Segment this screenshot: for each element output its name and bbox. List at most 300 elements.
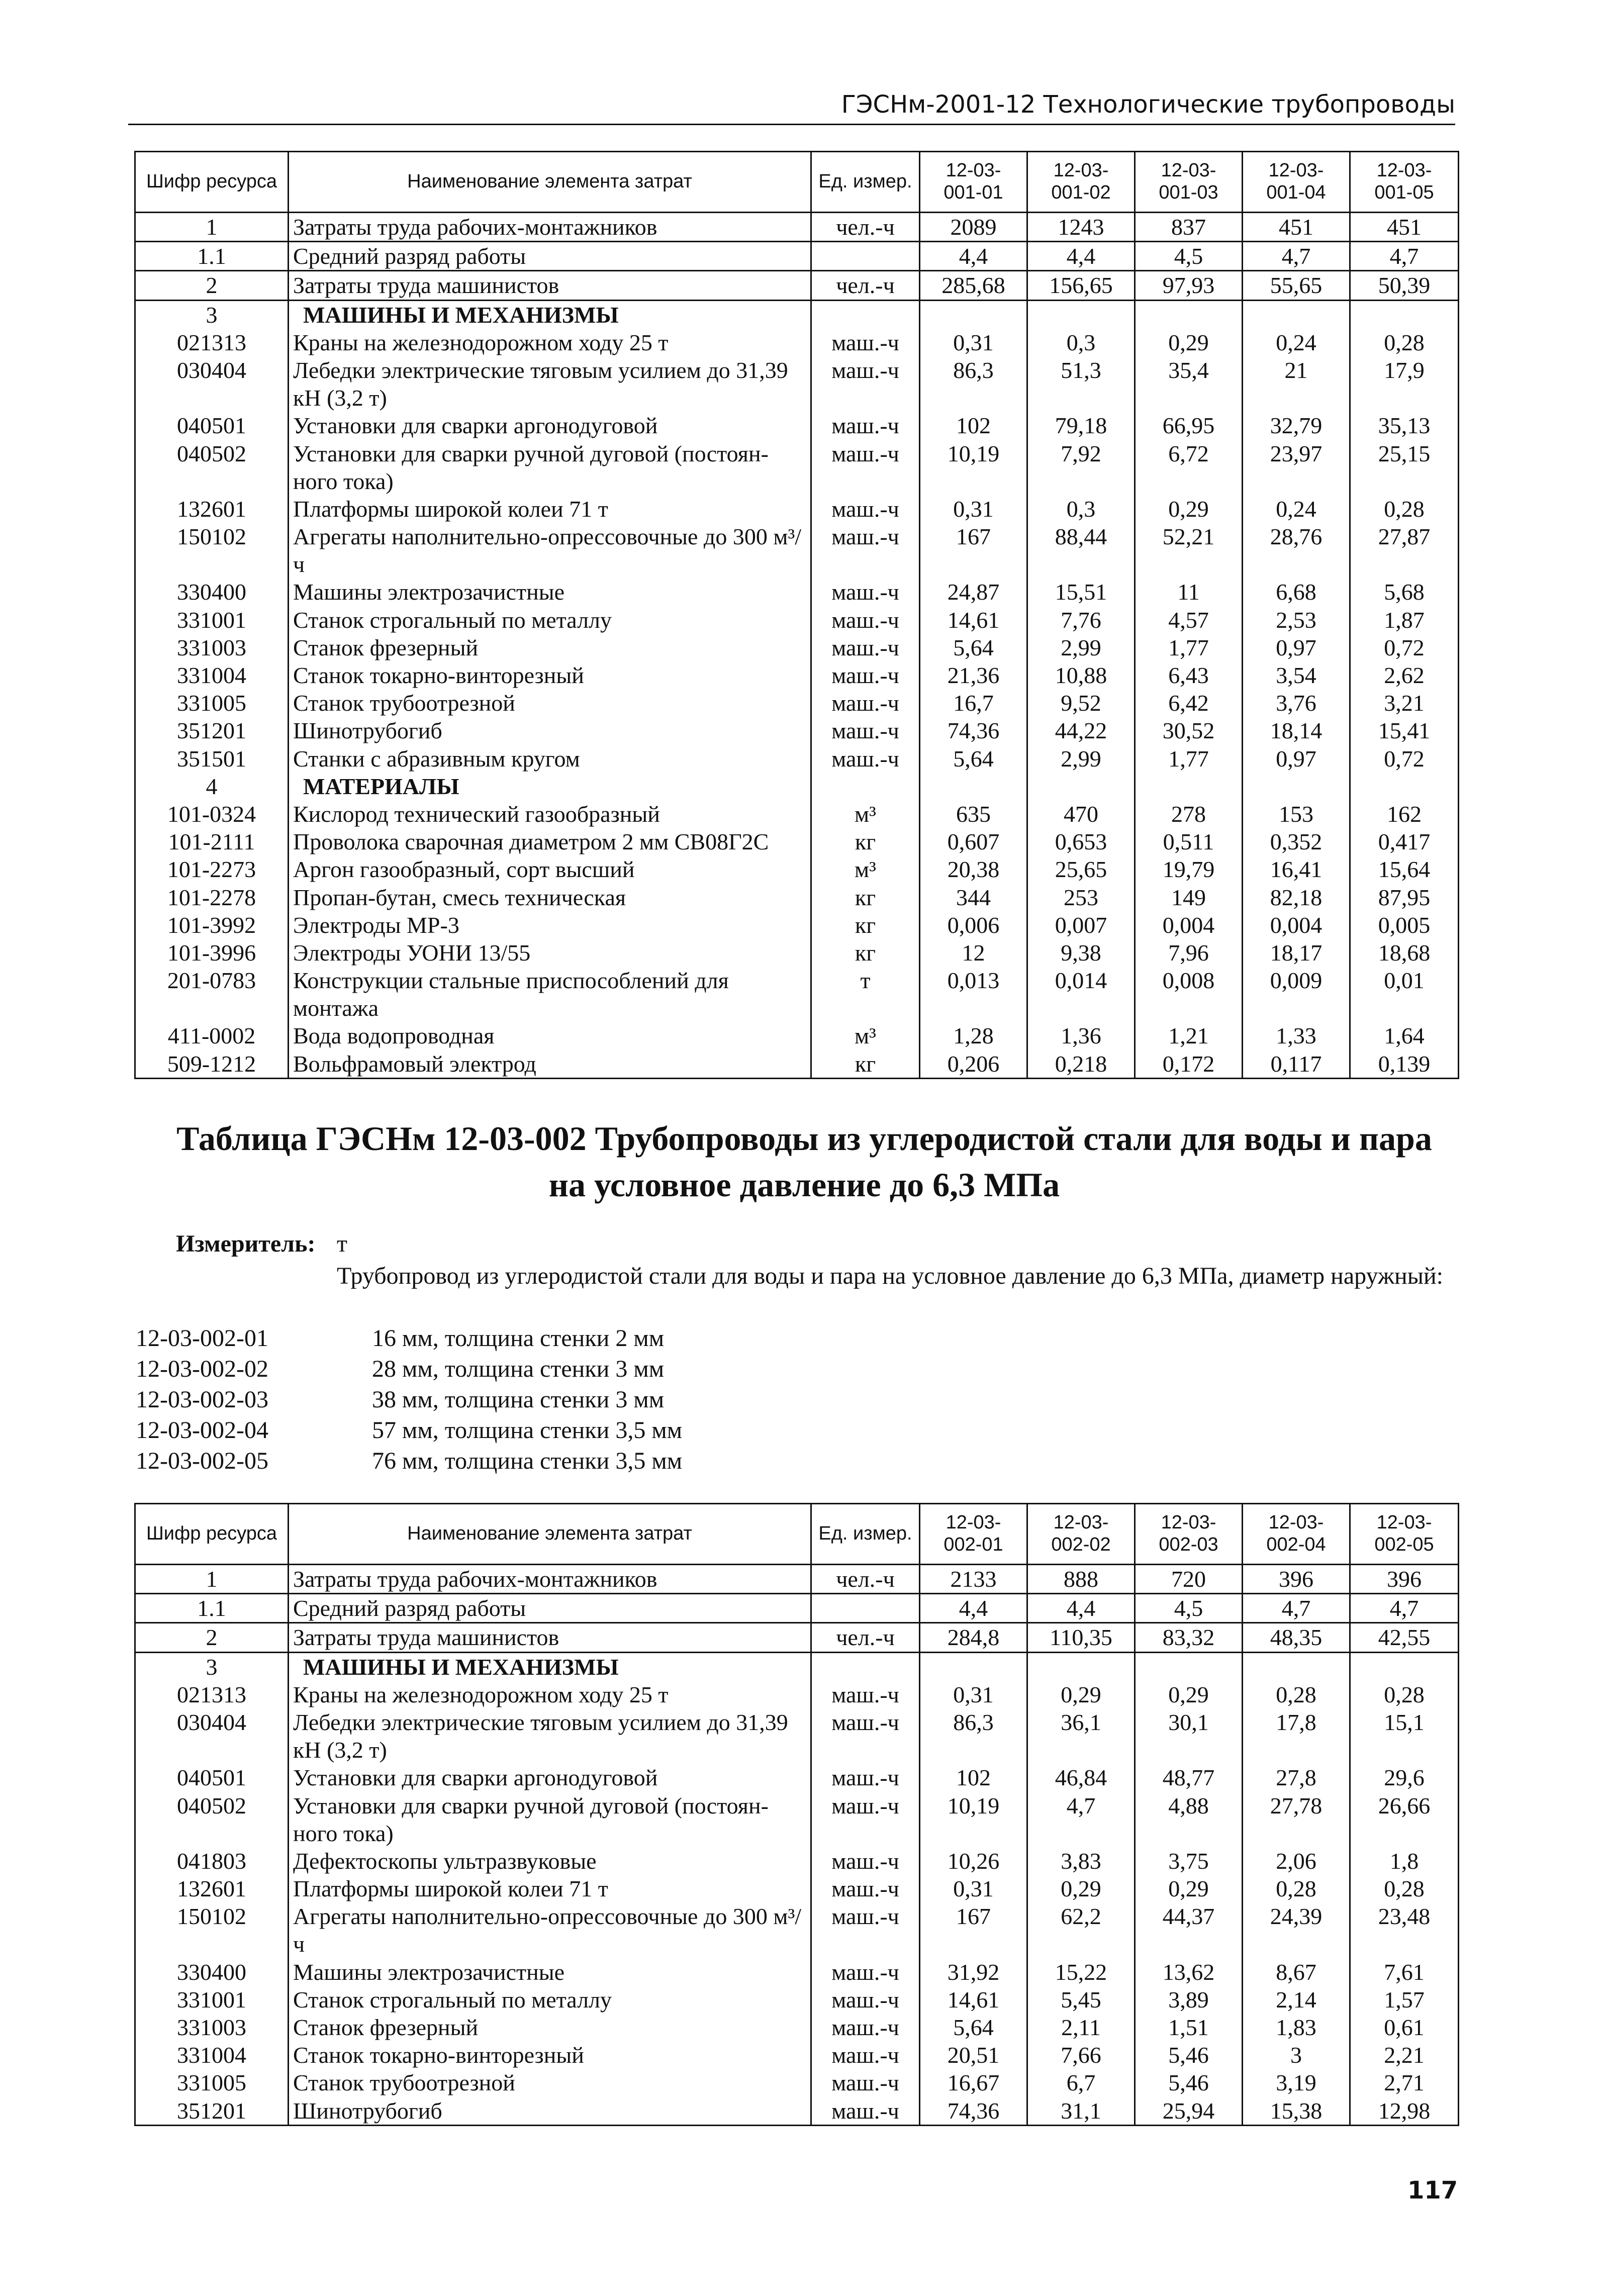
resource-unit: маш.-ч bbox=[811, 1875, 920, 1902]
resource-name: Установки для сварки аргонодуговой bbox=[289, 412, 811, 439]
resource-name: Установки для сварки аргонодуговой bbox=[289, 1764, 811, 1791]
norm-value: 7,66 bbox=[1027, 2041, 1135, 2069]
column-header: 12-03- 002-04 bbox=[1243, 1504, 1350, 1565]
table-row bbox=[135, 213, 1459, 242]
measure-item-text: 16 мм, толщина стенки 2 мм bbox=[372, 1325, 665, 1352]
norm-value: 42,55 bbox=[1350, 1623, 1459, 1652]
norm-value bbox=[1243, 773, 1350, 800]
table-row bbox=[135, 271, 1459, 300]
resource-code: 2 bbox=[135, 1623, 289, 1652]
norm-value: 13,62 bbox=[1135, 1958, 1243, 1986]
norm-value: 0,172 bbox=[1135, 1050, 1243, 1079]
norm-value: 1,57 bbox=[1350, 1986, 1459, 2014]
norm-value: 0,29 bbox=[1027, 1681, 1135, 1708]
norm-value: 4,88 bbox=[1135, 1792, 1243, 1847]
norm-value: 0,29 bbox=[1135, 329, 1243, 356]
norm-value: 3,76 bbox=[1243, 689, 1350, 717]
column-header: 12-03- 002-03 bbox=[1135, 1504, 1243, 1565]
norm-value: 3,83 bbox=[1027, 1847, 1135, 1875]
norm-value bbox=[1243, 300, 1350, 329]
table-header-row bbox=[135, 152, 1459, 213]
column-header: Ед. измер. bbox=[811, 1504, 920, 1565]
resource-code: 2 bbox=[135, 271, 289, 300]
resource-code: 132601 bbox=[135, 1875, 289, 1902]
column-header: 12-03- 001-03 bbox=[1135, 152, 1243, 213]
norm-value: 470 bbox=[1027, 800, 1135, 828]
norm-value: 4,7 bbox=[1350, 1594, 1459, 1623]
norm-value: 0,31 bbox=[920, 329, 1027, 356]
norm-value: 14,61 bbox=[920, 606, 1027, 634]
norm-value: 2,99 bbox=[1027, 745, 1135, 773]
resource-name: Затраты труда рабочих-монтажников bbox=[289, 1565, 811, 1594]
norm-value: 79,18 bbox=[1027, 412, 1135, 439]
norm-value: 19,79 bbox=[1135, 855, 1243, 883]
norm-value: 0,72 bbox=[1350, 745, 1459, 773]
norm-value: 278 bbox=[1135, 800, 1243, 828]
norm-value: 16,7 bbox=[920, 689, 1027, 717]
norm-value: 10,88 bbox=[1027, 661, 1135, 689]
norm-value: 0,511 bbox=[1135, 828, 1243, 855]
resource-name: Станок фрезерный bbox=[289, 2014, 811, 2041]
norm-value: 16,41 bbox=[1243, 855, 1350, 883]
resource-unit: маш.-ч bbox=[811, 717, 920, 744]
resource-code: 041803 bbox=[135, 1847, 289, 1875]
norm-value: 167 bbox=[920, 1902, 1027, 1958]
resource-code: 101-2111 bbox=[135, 828, 289, 855]
norm-value: 35,4 bbox=[1135, 356, 1243, 412]
table-row bbox=[135, 1875, 1459, 1902]
norm-value: 2,14 bbox=[1243, 1986, 1350, 2014]
table-row bbox=[135, 2069, 1459, 2096]
resource-unit: маш.-ч bbox=[811, 2069, 920, 2096]
table-row bbox=[135, 1565, 1459, 1594]
resource-name: Станок токарно-винторезный bbox=[289, 661, 811, 689]
norm-value: 2133 bbox=[920, 1565, 1027, 1594]
resource-unit: м³ bbox=[811, 800, 920, 828]
norm-value: 2,11 bbox=[1027, 2014, 1135, 2041]
resource-name: Вода водопроводная bbox=[289, 1022, 811, 1049]
norm-value: 888 bbox=[1027, 1565, 1135, 1594]
norm-value: 15,64 bbox=[1350, 855, 1459, 883]
resource-name: Электроды МР-3 bbox=[289, 911, 811, 939]
resource-unit: маш.-ч bbox=[811, 1958, 920, 1986]
norm-value: 110,35 bbox=[1027, 1623, 1135, 1652]
resource-code: 101-3992 bbox=[135, 911, 289, 939]
table-row bbox=[135, 773, 1459, 800]
norm-value bbox=[920, 1652, 1027, 1681]
norm-value: 27,78 bbox=[1243, 1792, 1350, 1847]
table-row bbox=[135, 578, 1459, 606]
norm-value: 27,87 bbox=[1350, 523, 1459, 578]
resource-unit: маш.-ч bbox=[811, 578, 920, 606]
norm-value: 0,31 bbox=[920, 1681, 1027, 1708]
resource-unit: маш.-ч bbox=[811, 2041, 920, 2069]
resource-code: 509-1212 bbox=[135, 1050, 289, 1079]
norm-value: 0,29 bbox=[1135, 1875, 1243, 1902]
norm-value: 83,32 bbox=[1135, 1623, 1243, 1652]
norm-value: 0,31 bbox=[920, 495, 1027, 523]
resource-code: 1 bbox=[135, 213, 289, 242]
norm-value: 29,6 bbox=[1350, 1764, 1459, 1791]
norm-value: 87,95 bbox=[1350, 884, 1459, 911]
norm-value: 635 bbox=[920, 800, 1027, 828]
table-header-row bbox=[135, 1504, 1459, 1565]
table-row bbox=[135, 884, 1459, 911]
resource-code: 021313 bbox=[135, 1681, 289, 1708]
resource-unit: маш.-ч bbox=[811, 634, 920, 661]
norm-value bbox=[1350, 1652, 1459, 1681]
norm-value: 0,28 bbox=[1350, 1681, 1459, 1708]
norm-value: 7,76 bbox=[1027, 606, 1135, 634]
norm-value: 15,51 bbox=[1027, 578, 1135, 606]
norm-value: 50,39 bbox=[1350, 271, 1459, 300]
norm-value: 20,38 bbox=[920, 855, 1027, 883]
measure-item-text: 57 мм, толщина стенки 3,5 мм bbox=[372, 1417, 683, 1444]
resource-unit: маш.-ч bbox=[811, 2097, 920, 2126]
measure-item-code: 12-03-002-05 bbox=[136, 1448, 268, 1474]
resource-code: 331003 bbox=[135, 634, 289, 661]
norm-value: 9,38 bbox=[1027, 939, 1135, 967]
resource-code: 030404 bbox=[135, 1708, 289, 1764]
norm-value: 11 bbox=[1135, 578, 1243, 606]
norm-value: 2,06 bbox=[1243, 1847, 1350, 1875]
norm-value: 0,61 bbox=[1350, 2014, 1459, 2041]
table-row bbox=[135, 242, 1459, 271]
norm-value: 285,68 bbox=[920, 271, 1027, 300]
norm-value: 17,9 bbox=[1350, 356, 1459, 412]
norm-value: 451 bbox=[1243, 213, 1350, 242]
norm-value: 5,64 bbox=[920, 634, 1027, 661]
norm-value: 396 bbox=[1350, 1565, 1459, 1594]
resource-name: МАШИНЫ И МЕХАНИЗМЫ bbox=[289, 1652, 811, 1681]
resource-unit: маш.-ч bbox=[811, 329, 920, 356]
resource-name: Затраты труда машинистов bbox=[289, 271, 811, 300]
norm-value: 12,98 bbox=[1350, 2097, 1459, 2126]
resource-unit: чел.-ч bbox=[811, 213, 920, 242]
resource-code: 351201 bbox=[135, 2097, 289, 2126]
norm-value: 3,54 bbox=[1243, 661, 1350, 689]
norm-value: 18,17 bbox=[1243, 939, 1350, 967]
resource-unit: м³ bbox=[811, 1022, 920, 1049]
resource-name: МАТЕРИАЛЫ bbox=[289, 773, 811, 800]
norm-value: 0,28 bbox=[1243, 1681, 1350, 1708]
norm-value: 0,97 bbox=[1243, 634, 1350, 661]
norm-value: 4,5 bbox=[1135, 1594, 1243, 1623]
norm-value: 2,71 bbox=[1350, 2069, 1459, 2096]
norm-value: 27,8 bbox=[1243, 1764, 1350, 1791]
norm-value: 88,44 bbox=[1027, 523, 1135, 578]
resource-name: Кислород технический газообразный bbox=[289, 800, 811, 828]
norm-value: 1243 bbox=[1027, 213, 1135, 242]
norm-value: 0,3 bbox=[1027, 329, 1135, 356]
norm-value: 48,77 bbox=[1135, 1764, 1243, 1791]
norm-value: 3,75 bbox=[1135, 1847, 1243, 1875]
norm-value: 74,36 bbox=[920, 717, 1027, 744]
norm-value: 102 bbox=[920, 1764, 1027, 1791]
resource-name: Затраты труда рабочих-монтажников bbox=[289, 213, 811, 242]
resource-name: Затраты труда машинистов bbox=[289, 1623, 811, 1652]
norm-value: 0,29 bbox=[1135, 1681, 1243, 1708]
measure-unit: т bbox=[337, 1230, 347, 1257]
table-row bbox=[135, 717, 1459, 744]
table-row bbox=[135, 1847, 1459, 1875]
norm-value: 15,41 bbox=[1350, 717, 1459, 744]
table-row bbox=[135, 939, 1459, 967]
norm-value: 4,57 bbox=[1135, 606, 1243, 634]
table-row bbox=[135, 1902, 1459, 1958]
norm-value: 2089 bbox=[920, 213, 1027, 242]
table-row bbox=[135, 1594, 1459, 1623]
resource-code: 030404 bbox=[135, 356, 289, 412]
norm-value: 0,013 bbox=[920, 967, 1027, 1022]
norm-value: 74,36 bbox=[920, 2097, 1027, 2126]
norm-value: 35,13 bbox=[1350, 412, 1459, 439]
norm-value: 0,28 bbox=[1243, 1875, 1350, 1902]
norm-value bbox=[1135, 1652, 1243, 1681]
table-row bbox=[135, 523, 1459, 578]
norm-value: 7,96 bbox=[1135, 939, 1243, 967]
resource-name: Машины электрозачистные bbox=[289, 1958, 811, 1986]
norm-value: 86,3 bbox=[920, 356, 1027, 412]
norm-value: 14,61 bbox=[920, 1986, 1027, 2014]
resource-unit: маш.-ч bbox=[811, 689, 920, 717]
norm-value: 0,014 bbox=[1027, 967, 1135, 1022]
resource-name: Станок строгальный по металлу bbox=[289, 1986, 811, 2014]
norm-value: 4,7 bbox=[1350, 242, 1459, 271]
resource-code: 331005 bbox=[135, 689, 289, 717]
resource-name: Дефектоскопы ультразвуковые bbox=[289, 1847, 811, 1875]
norm-value: 0,29 bbox=[1135, 495, 1243, 523]
norm-value: 6,7 bbox=[1027, 2069, 1135, 2096]
resource-unit bbox=[811, 1652, 920, 1681]
norm-value: 0,653 bbox=[1027, 828, 1135, 855]
norm-value: 2,99 bbox=[1027, 634, 1135, 661]
norm-value: 837 bbox=[1135, 213, 1243, 242]
resource-unit: маш.-ч bbox=[811, 1708, 920, 1764]
column-header: 12-03- 001-05 bbox=[1350, 152, 1459, 213]
resource-name: Агрегаты наполнительно-опрессовочные до 300 м³/ч bbox=[289, 523, 811, 578]
norm-value: 23,48 bbox=[1350, 1902, 1459, 1958]
norm-value: 7,92 bbox=[1027, 440, 1135, 495]
column-header: 12-03- 001-01 bbox=[920, 152, 1027, 213]
table-row bbox=[135, 828, 1459, 855]
table-row bbox=[135, 1623, 1459, 1652]
norm-value: 17,8 bbox=[1243, 1708, 1350, 1764]
norm-value: 4,4 bbox=[1027, 242, 1135, 271]
resource-code: 040501 bbox=[135, 1764, 289, 1791]
resource-code: 201-0783 bbox=[135, 967, 289, 1022]
resource-code: 331001 bbox=[135, 1986, 289, 2014]
norm-value: 1,28 bbox=[920, 1022, 1027, 1049]
norm-value: 28,76 bbox=[1243, 523, 1350, 578]
norm-value: 9,52 bbox=[1027, 689, 1135, 717]
norm-value: 0,29 bbox=[1027, 1875, 1135, 1902]
norm-value: 6,68 bbox=[1243, 578, 1350, 606]
norm-value: 62,2 bbox=[1027, 1902, 1135, 1958]
measure-label: Измеритель: bbox=[176, 1230, 316, 1257]
norm-value: 0,31 bbox=[920, 1875, 1027, 1902]
norm-value: 0,607 bbox=[920, 828, 1027, 855]
resource-name: Шинотрубогиб bbox=[289, 2097, 811, 2126]
resource-table-12-03-001 bbox=[134, 151, 1459, 1079]
norm-value bbox=[1135, 300, 1243, 329]
resource-unit: чел.-ч bbox=[811, 1623, 920, 1652]
norm-value: 0,009 bbox=[1243, 967, 1350, 1022]
norm-value: 46,84 bbox=[1027, 1764, 1135, 1791]
resource-code: 040501 bbox=[135, 412, 289, 439]
resource-code: 331005 bbox=[135, 2069, 289, 2096]
resource-unit: кг bbox=[811, 828, 920, 855]
resource-unit: маш.-ч bbox=[811, 440, 920, 495]
table-row bbox=[135, 2014, 1459, 2041]
norm-value bbox=[920, 300, 1027, 329]
norm-value: 30,52 bbox=[1135, 717, 1243, 744]
norm-value: 10,19 bbox=[920, 1792, 1027, 1847]
resource-unit: маш.-ч bbox=[811, 1764, 920, 1791]
norm-value: 4,7 bbox=[1027, 1792, 1135, 1847]
resource-code: 3 bbox=[135, 300, 289, 329]
norm-value: 1,21 bbox=[1135, 1022, 1243, 1049]
norm-value: 284,8 bbox=[920, 1623, 1027, 1652]
norm-value: 4,4 bbox=[1027, 1594, 1135, 1623]
table-row bbox=[135, 911, 1459, 939]
resource-unit: маш.-ч bbox=[811, 356, 920, 412]
norm-value bbox=[1350, 300, 1459, 329]
resource-name: Лебедки электрические тяговым усилием до 31,39 кН (3,2 т) bbox=[289, 1708, 811, 1764]
norm-value: 1,77 bbox=[1135, 745, 1243, 773]
resource-code: 330400 bbox=[135, 578, 289, 606]
resource-name: МАШИНЫ И МЕХАНИЗМЫ bbox=[289, 300, 811, 329]
resource-code: 101-2273 bbox=[135, 855, 289, 883]
norm-value: 149 bbox=[1135, 884, 1243, 911]
norm-value: 82,18 bbox=[1243, 884, 1350, 911]
resource-code: 150102 bbox=[135, 523, 289, 578]
table-row bbox=[135, 800, 1459, 828]
norm-value bbox=[1027, 1652, 1135, 1681]
resource-unit bbox=[811, 1594, 920, 1623]
norm-value: 8,67 bbox=[1243, 1958, 1350, 1986]
table-row bbox=[135, 2097, 1459, 2126]
norm-value: 0,28 bbox=[1350, 1875, 1459, 1902]
measure-item-code: 12-03-002-01 bbox=[136, 1325, 268, 1352]
resource-name: Машины электрозачистные bbox=[289, 578, 811, 606]
resource-code: 331001 bbox=[135, 606, 289, 634]
norm-value: 12 bbox=[920, 939, 1027, 967]
norm-value: 55,65 bbox=[1243, 271, 1350, 300]
norm-value: 5,46 bbox=[1135, 2069, 1243, 2096]
resource-name: Средний разряд работы bbox=[289, 242, 811, 271]
norm-value: 97,93 bbox=[1135, 271, 1243, 300]
norm-value: 451 bbox=[1350, 213, 1459, 242]
norm-value: 5,45 bbox=[1027, 1986, 1135, 2014]
norm-value: 44,37 bbox=[1135, 1902, 1243, 1958]
resource-unit: маш.-ч bbox=[811, 745, 920, 773]
resource-name: Краны на железнодорожном ходу 25 т bbox=[289, 329, 811, 356]
table-row bbox=[135, 300, 1459, 329]
resource-code: 351201 bbox=[135, 717, 289, 744]
norm-value: 25,94 bbox=[1135, 2097, 1243, 2126]
norm-value: 51,3 bbox=[1027, 356, 1135, 412]
table-row bbox=[135, 1958, 1459, 1986]
table-row bbox=[135, 1764, 1459, 1791]
resource-code: 351501 bbox=[135, 745, 289, 773]
norm-value: 3,89 bbox=[1135, 1986, 1243, 2014]
resource-name: Шинотрубогиб bbox=[289, 717, 811, 744]
norm-value: 4,5 bbox=[1135, 242, 1243, 271]
table-row bbox=[135, 606, 1459, 634]
resource-code: 150102 bbox=[135, 1902, 289, 1958]
resource-unit: чел.-ч bbox=[811, 271, 920, 300]
norm-value: 0,004 bbox=[1243, 911, 1350, 939]
norm-value: 18,14 bbox=[1243, 717, 1350, 744]
column-header: Наименование элемента затрат bbox=[289, 1504, 811, 1565]
resource-unit: маш.-ч bbox=[811, 1681, 920, 1708]
table-row bbox=[135, 661, 1459, 689]
resource-name: Краны на железнодорожном ходу 25 т bbox=[289, 1681, 811, 1708]
resource-name: Станки с абразивным кругом bbox=[289, 745, 811, 773]
column-header: 12-03- 001-04 bbox=[1243, 152, 1350, 213]
table-row bbox=[135, 440, 1459, 495]
norm-value: 2,21 bbox=[1350, 2041, 1459, 2069]
running-header: ГЭСНм-2001-12 Технологические трубопроводы bbox=[128, 90, 1455, 125]
table-row bbox=[135, 329, 1459, 356]
norm-value: 10,26 bbox=[920, 1847, 1027, 1875]
norm-value: 253 bbox=[1027, 884, 1135, 911]
resource-unit: маш.-ч bbox=[811, 495, 920, 523]
norm-value: 0,006 bbox=[920, 911, 1027, 939]
resource-unit: маш.-ч bbox=[811, 1986, 920, 2014]
resource-unit bbox=[811, 300, 920, 329]
norm-value: 156,65 bbox=[1027, 271, 1135, 300]
measure-description: Трубопровод из углеродистой стали для воды и пара на условное давление до 6,3 МПа, диаметр наружный: bbox=[337, 1263, 1443, 1289]
resource-name: Платформы широкой колеи 71 т bbox=[289, 1875, 811, 1902]
norm-value: 5,68 bbox=[1350, 578, 1459, 606]
resource-name: Аргон газообразный, сорт высший bbox=[289, 855, 811, 883]
resource-unit: маш.-ч bbox=[811, 2014, 920, 2041]
resource-name: Станок строгальный по металлу bbox=[289, 606, 811, 634]
norm-value: 0,139 bbox=[1350, 1050, 1459, 1079]
norm-value: 26,66 bbox=[1350, 1792, 1459, 1847]
measure-item-text: 76 мм, толщина стенки 3,5 мм bbox=[372, 1448, 683, 1474]
resource-unit: кг bbox=[811, 884, 920, 911]
norm-value: 0,72 bbox=[1350, 634, 1459, 661]
table-row bbox=[135, 1050, 1459, 1079]
norm-value: 0,28 bbox=[1350, 495, 1459, 523]
norm-value: 16,67 bbox=[920, 2069, 1027, 2096]
resource-unit bbox=[811, 773, 920, 800]
norm-value bbox=[1135, 773, 1243, 800]
norm-value: 5,46 bbox=[1135, 2041, 1243, 2069]
norm-value: 1,33 bbox=[1243, 1022, 1350, 1049]
resource-code: 1.1 bbox=[135, 242, 289, 271]
resource-name: Платформы широкой колеи 71 т bbox=[289, 495, 811, 523]
norm-value: 15,22 bbox=[1027, 1958, 1135, 1986]
table-row bbox=[135, 634, 1459, 661]
resource-unit: кг bbox=[811, 1050, 920, 1079]
norm-value: 4,7 bbox=[1243, 1594, 1350, 1623]
norm-value: 167 bbox=[920, 523, 1027, 578]
resource-name: Станок фрезерный bbox=[289, 634, 811, 661]
norm-value: 0,008 bbox=[1135, 967, 1243, 1022]
norm-value: 20,51 bbox=[920, 2041, 1027, 2069]
norm-value: 18,68 bbox=[1350, 939, 1459, 967]
norm-value: 0,97 bbox=[1243, 745, 1350, 773]
resource-name: Станок трубоотрезной bbox=[289, 689, 811, 717]
norm-value: 2,62 bbox=[1350, 661, 1459, 689]
resource-name: Агрегаты наполнительно-опрессовочные до 300 м³/ч bbox=[289, 1902, 811, 1958]
table-row bbox=[135, 495, 1459, 523]
norm-value: 31,92 bbox=[920, 1958, 1027, 1986]
